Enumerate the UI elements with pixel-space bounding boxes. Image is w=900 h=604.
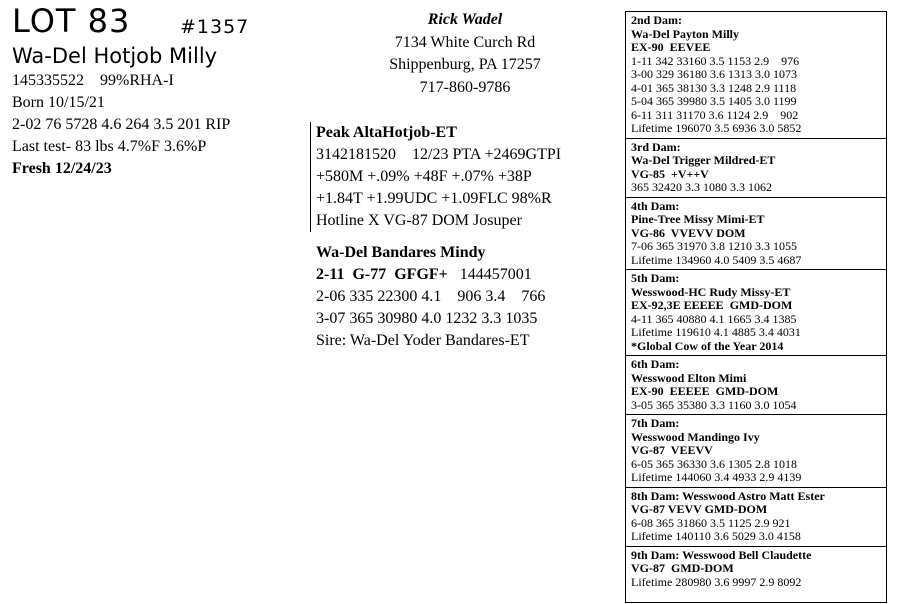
dam-heading: EX-90 EEEEE GMD-DOM [631,384,779,398]
dam-record: Lifetime 140110 3.6 5029 3.0 4158 [631,529,801,543]
animal-details [12,70,230,180]
dam-heading: EX-92,3E EEEEE GMD-DOM [631,298,793,312]
dam-heading: 4th Dam: [631,198,680,213]
dam-record: 6-11 311 31170 3.6 1124 2.9 902 [631,107,799,122]
dam-record: Lifetime 134960 4.0 5409 3.5 4687 [631,252,802,267]
dam-heading: Wa-Del Trigger Mildred-ET [631,153,776,167]
dam-heading: 6th Dam: [631,357,680,371]
dam-record: 5-04 365 39980 3.5 1405 3.0 1199 [631,94,797,108]
pedigree-block [310,122,610,352]
dam-block [310,242,610,352]
dam-name: Wa-Del Bandares Mindy [316,244,486,261]
dam-section [626,139,886,198]
dam-heading: VG-86 VVEVV DOM [631,225,746,240]
sire-name: Peak AltaHotjob-ET [316,124,457,141]
dam-section [626,356,886,415]
dam-section [626,547,886,592]
dam-heading: VG-85 +V++V [631,166,709,181]
dam-heading: Wa-Del Payton Milly [631,26,739,41]
consigner-address: 7134 White Curch Rd [394,33,536,51]
dam-record: 4-01 365 38130 3.3 1248 2.9 1118 [631,80,797,95]
dam-record: 365 32420 3.3 1080 3.3 1062 [631,180,772,194]
sire-line: +1.84T +1.99UDC +1.09FLC 98%R [316,190,552,207]
sire-line: +580M +.09% +48F +.07% +38P [316,168,532,185]
fresh-date: Fresh 12/24/23 [12,160,112,177]
dam-heading: Pine-Tree Missy Mimi-ET [631,212,765,226]
maternal-line-box [625,11,887,603]
dam-record: Lifetime 144060 3.4 4933 2.9 4139 [631,470,802,484]
dam-section [626,488,886,547]
lot-title: LOT 83 [12,2,131,40]
dam-heading: 9th Dam: Wesswood Bell Claudette [631,547,812,562]
consigner-block [340,9,590,99]
dam-classification [316,264,610,286]
dam-record: 1-11 342 33160 3.5 1153 2.9 976 [631,53,800,68]
dam-section [626,270,886,356]
dam-heading: EX-90 EEVEE [631,40,711,54]
dam-heading: VG-87 GMD-DOM [631,561,734,575]
sire-block [310,122,610,232]
dam-record: 3-07 365 30980 4.0 1232 3.3 1035 [316,310,538,327]
dam-heading: Wesswood Elton Mimi [631,370,747,385]
dam-award: *Global Cow of the Year 2014 [631,338,784,353]
sire-line: 3142181520 12/23 PTA +2469GTPI [316,146,562,163]
dam-record: 4-11 365 40880 4.1 1665 3.4 1385 [631,311,797,326]
dam-record: 3-00 329 36180 3.6 1313 3.0 1073 [631,67,797,81]
dam-heading: 2nd Dam: [631,13,683,27]
consigner-city: Shippenburg, PA 17257 [389,56,541,73]
dam-heading: 5th Dam: [631,271,680,285]
production-record: 2-02 76 5728 4.6 264 3.5 201 RIP [12,116,231,133]
dam-heading: VG-87 VEVV GMD-DOM [631,502,768,516]
sire-line: Hotline X VG-87 DOM Josuper [316,212,522,229]
dam-heading: Wesswood Mandingo Ivy [631,429,760,444]
dam-heading: 3rd Dam: [631,139,681,154]
birth-date: Born 10/15/21 [12,94,105,111]
dam-record: 3-05 365 35380 3.3 1160 3.0 1054 [631,397,797,412]
dam-record: 7-06 365 31970 3.8 1210 3.3 1055 [631,239,797,253]
dam-record: 2-06 335 22300 4.1 906 3.4 766 [316,288,546,305]
dam-heading: VG-87 VEEVV [631,443,713,457]
consigner-name: Rick Wadel [427,11,503,28]
registration-line: 145335522 99%RHA-I [12,72,174,89]
dam-record: Lifetime 280980 3.6 9997 2.9 8092 [631,574,802,589]
animal-name: Wa-Del Hotjob Milly [12,44,218,68]
dam-record: Lifetime 196070 3.5 6936 3.0 5852 [631,121,802,135]
dam-record: 6-08 365 31860 3.5 1125 2.9 921 [631,515,791,530]
dam-record: 6-05 365 36330 3.6 1305 2.8 1018 [631,456,797,471]
dam-heading: 8th Dam: Wesswood Astro Matt Ester [631,488,825,503]
consigner-phone: 717-860-9786 [419,78,511,96]
dam-classification-score: 2-11 G-77 GFGF+ [316,266,448,283]
dam-record: Lifetime 119610 4.1 4885 3.4 4031 [631,325,801,339]
dam-heading: 7th Dam: [631,416,680,430]
dam-sire: Sire: Wa-Del Yoder Bandares-ET [316,332,530,349]
dam-section [626,415,886,488]
dam-heading: Wesswood-HC Rudy Missy-ET [631,284,791,299]
last-test: Last test- 83 lbs 4.7%F 3.6%P [12,138,207,155]
lot-number: #1357 [180,16,250,38]
dam-section [626,198,886,271]
dam-registration: 144457001 [447,266,532,283]
dam-section [626,12,886,139]
